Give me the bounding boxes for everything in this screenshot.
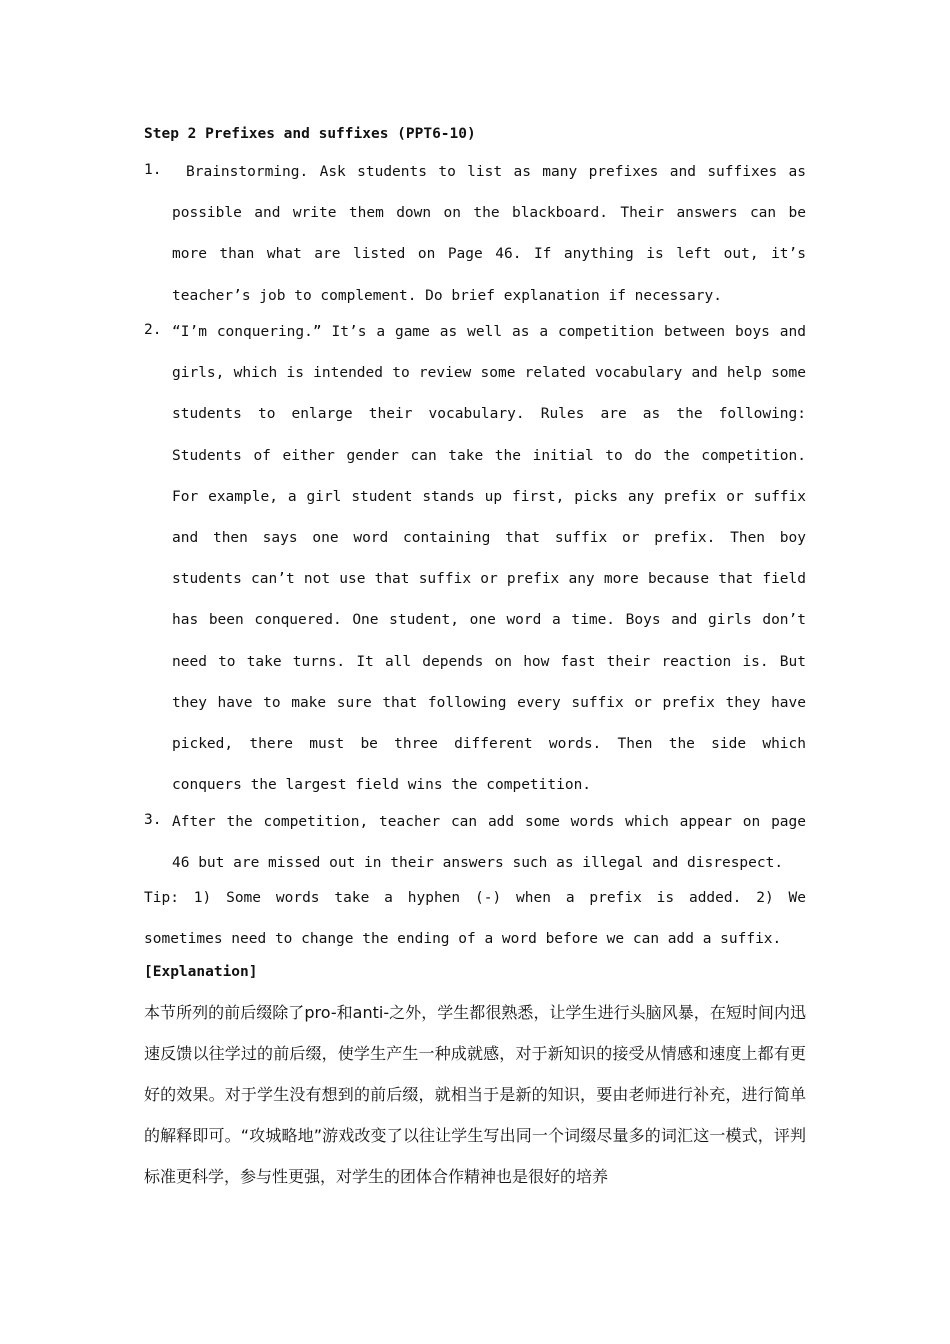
tip-paragraph: Tip: 1) Some words take a hyphen (-) when a prefix is added. 2) We sometimes need to change the ending of a word before we can add a suffix.	[144, 890, 806, 948]
list-item-number: 1.	[144, 162, 162, 178]
list-item-text: After the competition, teacher can add some words which appear on page 46 but are missed out in their answers such as illegal and disrespect.	[172, 814, 806, 872]
explanation-paragraph: 本节所列的前后缀除了pro-和anti-之外，学生都很熟悉，让学生进行头脑风暴，在短时间内迅速反馈以往学过的前后缀，使学生产生一种成就感，对于新知识的接受从情感和速度上都有更好的效果。对于学生没有想到的前后缀，就相当于是新的知识，要由老师进行补充，进行简单的解释即可。“攻城略地”游戏改变了以往让学生写出同一个词缀尽量多的词汇这一模式，评判标准更科学，参与性更强，对学生的团体合作精神也是很好的培养	[144, 1003, 806, 1186]
list-item	[144, 802, 806, 884]
list-item	[144, 152, 806, 317]
explanation-heading: [Explanation]	[144, 964, 258, 980]
list-item-text: Brainstorming. Ask students to list as many prefixes and suffixes as possible and write them down on the blackboard. Their answers can be more than what are listed on Page 46. If anything is left out, it’s teacher’s job to complement. Do brief explanation if necessary.	[172, 164, 806, 304]
list-item-number: 3.	[144, 812, 162, 828]
list-item-text: “I’m conquering.” It’s a game as well as a competition between boys and girls, which is intended to review some related vocabulary and help some students to enlarge their vocabulary. Rules are as the following: Students of either gender can take the initial to do the competition. For example, a girl student stands up first, picks any prefix or suffix and then says one word containing that suffix or prefix. Then boy students can’t not use that suffix or prefix any more because that field has been conquered. One student, one word a time. Boys and girls don’t need to take turns. It all depends on how fast their reaction is. But they have to make sure that following every suffix or prefix they have picked, there must be three different words. Then the side which conquers the largest field wins the competition.	[172, 324, 806, 794]
list-item-number: 2.	[144, 322, 162, 338]
section-heading: Step 2 Prefixes and suffixes (PPT6-10)	[144, 126, 476, 142]
list-item	[144, 312, 806, 806]
